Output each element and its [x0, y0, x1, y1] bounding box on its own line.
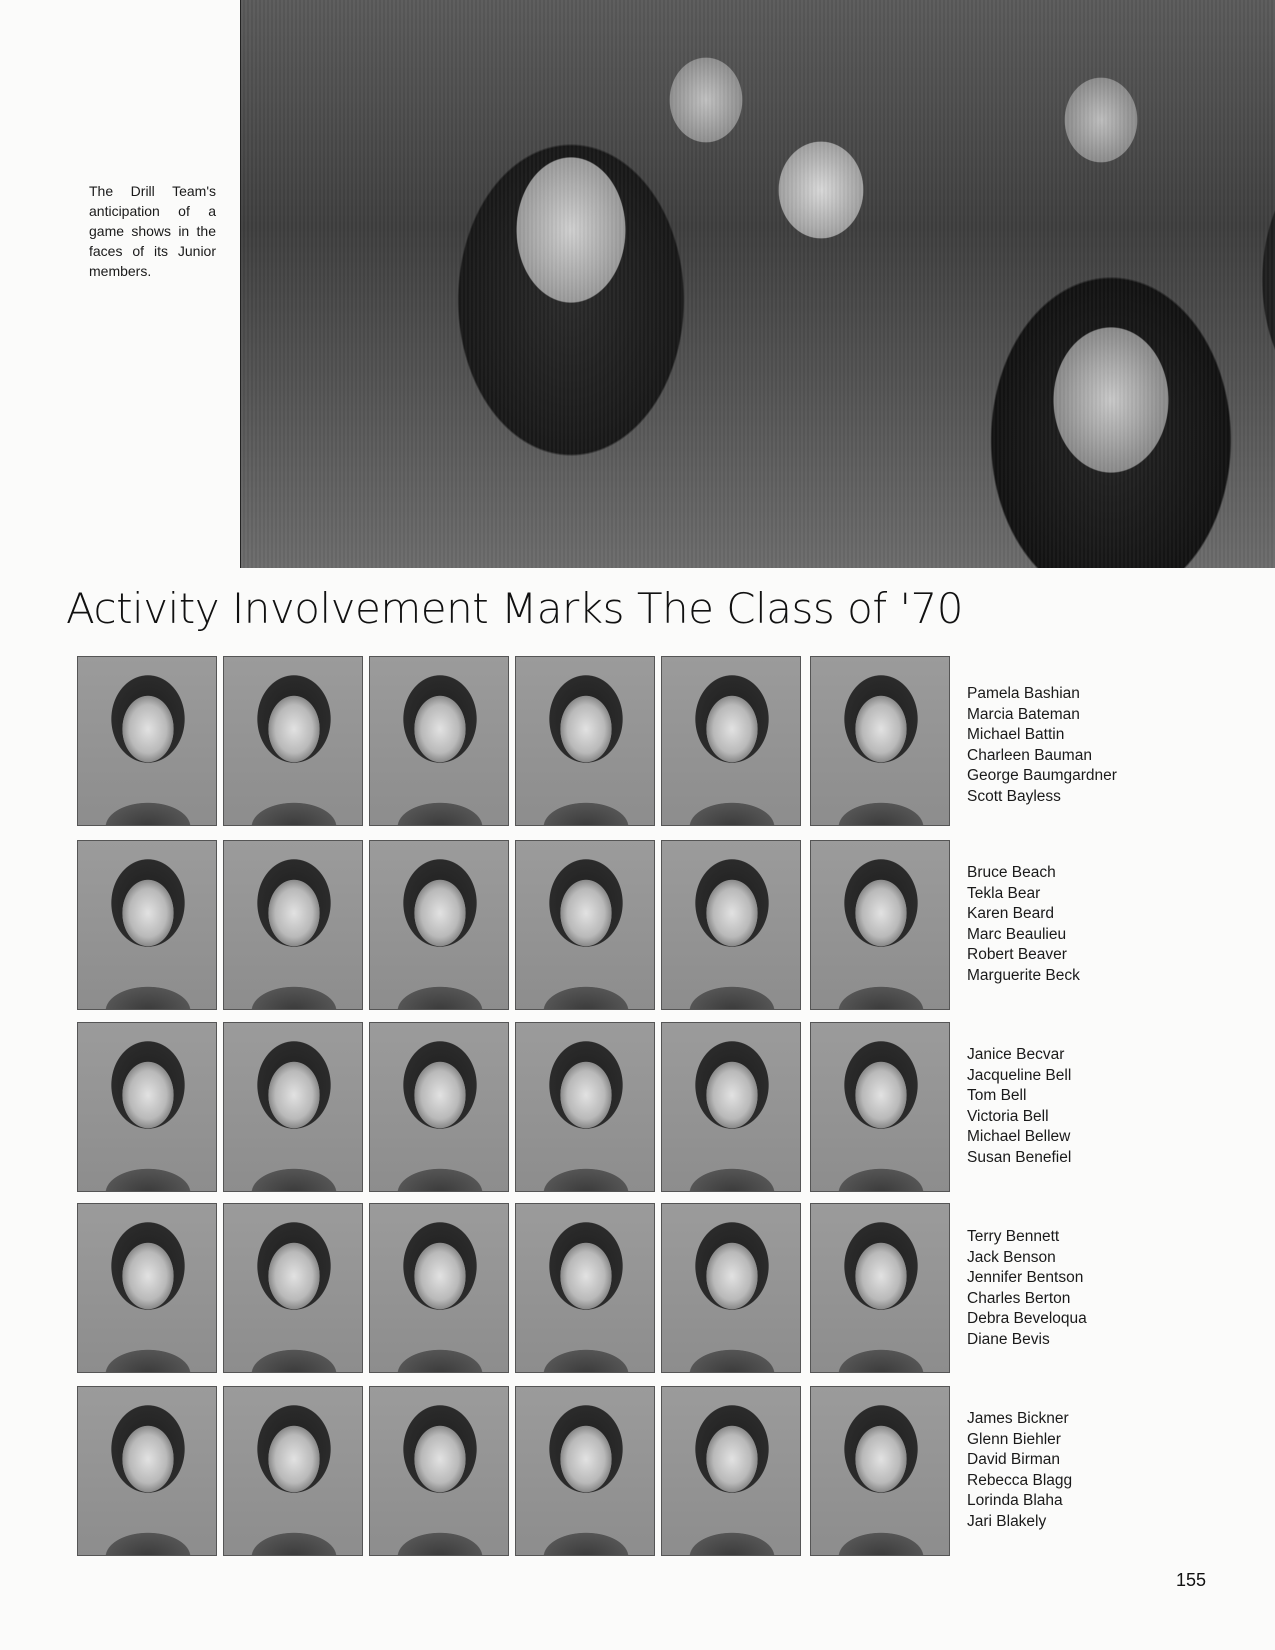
student-name: Bruce Beach: [967, 864, 1056, 881]
student-portrait: [77, 1203, 217, 1373]
student-name: Jacqueline Bell: [967, 1066, 1072, 1084]
student-portrait: [223, 1022, 363, 1192]
student-portrait: [77, 1386, 217, 1556]
student-name: Charles Berton: [967, 1289, 1071, 1307]
student-portrait: [661, 656, 801, 826]
student-portrait: [223, 656, 363, 826]
student-name: Marguerite Beck: [967, 966, 1080, 984]
student-name: Charleen Bauman: [967, 746, 1092, 764]
student-name: Debra Beveloqua: [967, 1310, 1087, 1327]
student-portrait: [810, 1386, 950, 1556]
student-name: Janice Becvar: [967, 1046, 1065, 1063]
student-name: Jari Blakely: [967, 1512, 1047, 1530]
student-name: Scott Bayless: [967, 787, 1061, 805]
student-portrait: [223, 840, 363, 1010]
student-portrait: [223, 1386, 363, 1556]
student-portrait: [77, 840, 217, 1010]
student-portrait: [661, 1022, 801, 1192]
name-list: [967, 863, 1167, 986]
student-portrait: [77, 656, 217, 826]
student-name: Terry Bennett: [967, 1228, 1060, 1245]
student-portrait: [661, 840, 801, 1010]
student-name: Jennifer Bentson: [967, 1269, 1084, 1286]
portrait-row: [77, 1203, 947, 1373]
portrait-row: [77, 1022, 947, 1192]
student-name: Tom Bell: [967, 1087, 1027, 1104]
student-portrait: [223, 1203, 363, 1373]
student-name: George Baumgardner: [967, 767, 1117, 784]
name-list: [967, 1227, 1167, 1350]
student-portrait: [810, 840, 950, 1010]
portrait-row: [77, 840, 947, 1010]
student-name: Michael Bellew: [967, 1128, 1071, 1145]
student-name: Pamela Bashian: [967, 685, 1080, 702]
student-name: Lorinda Blaha: [967, 1492, 1063, 1509]
student-portrait: [515, 840, 655, 1010]
student-name: Victoria Bell: [967, 1107, 1049, 1125]
student-portrait: [515, 1386, 655, 1556]
student-portrait: [810, 656, 950, 826]
student-portrait: [810, 1203, 950, 1373]
photo-caption: The Drill Team's anticipation of a game shows in the faces of its Junior members.: [89, 183, 216, 279]
student-portrait: [515, 1203, 655, 1373]
student-portrait: [810, 1022, 950, 1192]
student-name: David Birman: [967, 1451, 1061, 1468]
student-portrait: [515, 1022, 655, 1192]
student-name: Jack Benson: [967, 1248, 1056, 1266]
name-list: [967, 1409, 1167, 1532]
student-portrait: [77, 1022, 217, 1192]
student-portrait: [369, 1203, 509, 1373]
student-name: Marc Beaulieu: [967, 925, 1067, 943]
student-name: Susan Benefiel: [967, 1148, 1072, 1166]
drill-team-photo: [240, 0, 1275, 568]
student-name: Tekla Bear: [967, 884, 1041, 902]
portrait-row: [77, 656, 947, 826]
student-name: Michael Battin: [967, 726, 1065, 743]
page-number: 155: [1176, 1570, 1207, 1590]
student-portrait: [661, 1386, 801, 1556]
student-name: Glenn Biehler: [967, 1430, 1061, 1448]
page-headline: Activity Involvement Marks The Class of '70: [66, 584, 963, 633]
student-portrait: [515, 656, 655, 826]
student-name: James Bickner: [967, 1410, 1069, 1427]
portrait-row: [77, 1386, 947, 1556]
name-list: [967, 684, 1167, 807]
student-name: Marcia Bateman: [967, 705, 1080, 723]
student-portrait: [369, 1022, 509, 1192]
name-list: [967, 1045, 1167, 1168]
student-name: Diane Bevis: [967, 1330, 1050, 1348]
student-name: Karen Beard: [967, 905, 1055, 922]
student-name: Rebecca Blagg: [967, 1471, 1073, 1489]
student-portrait: [661, 1203, 801, 1373]
student-portrait: [369, 656, 509, 826]
student-name: Robert Beaver: [967, 946, 1067, 963]
student-portrait: [369, 1386, 509, 1556]
student-portrait: [369, 840, 509, 1010]
